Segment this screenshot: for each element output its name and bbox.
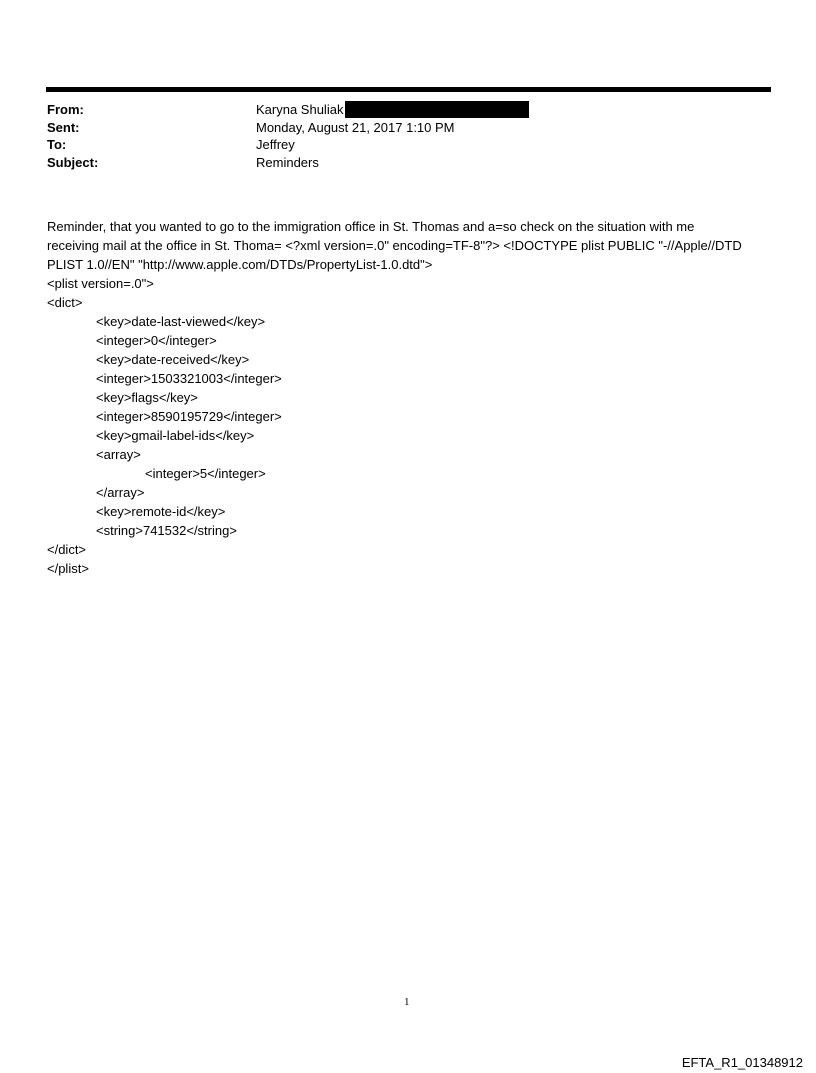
xml-line: <array> [96,447,141,462]
xml-line: <integer>5</integer> [145,466,266,481]
xml-line: <key>remote-id</key> [96,504,226,519]
page-number: 1 [404,996,410,1008]
xml-line: </plist> [47,561,89,576]
body-line: PLIST 1.0//EN" "http://www.apple.com/DTDs/PropertyList-1.0.dtd"> [47,257,433,272]
xml-line: <key>flags</key> [96,390,198,405]
from-value: Karyna Shuliak [256,102,344,117]
xml-line: </dict> [47,542,87,557]
xml-line: <key>gmail-label-ids</key> [96,428,255,443]
body-line: Reminder, that you wanted to go to the immigration office in St. Thomas and a=so check on the situation with me [47,219,695,234]
sent-value: Monday, August 21, 2017 1:10 PM [256,119,455,135]
subject-label: Subject: [47,154,99,170]
xml-line: <integer>0</integer> [96,333,217,348]
to-label: To: [47,137,67,153]
sent-label: Sent: [47,119,80,135]
xml-line: <integer>1503321003</integer> [96,371,282,386]
xml-line: <dict> [47,295,83,310]
subject-value: Reminders [256,154,319,170]
xml-line: <integer>8590195729</integer> [96,409,282,424]
document-id: EFTA_R1_01348912 [681,1055,803,1070]
redaction-box [345,101,529,118]
xml-line: </array> [96,485,145,500]
body-line: receiving mail at the office in St. Thoma= <?xml version=.0" encoding=TF-8"?> <!DOCTYPE plist PUBLIC "-//Apple//DTD [47,238,742,253]
xml-line: <key>date-received</key> [96,352,250,367]
xml-line: <plist version=.0"> [47,276,154,291]
xml-line: <string>741532</string> [96,523,237,538]
header-rule [46,87,771,92]
to-value: Jeffrey [256,137,295,153]
email-body [47,217,777,578]
xml-line: <key>date-last-viewed</key> [96,314,266,329]
from-label: From: [47,102,84,117]
